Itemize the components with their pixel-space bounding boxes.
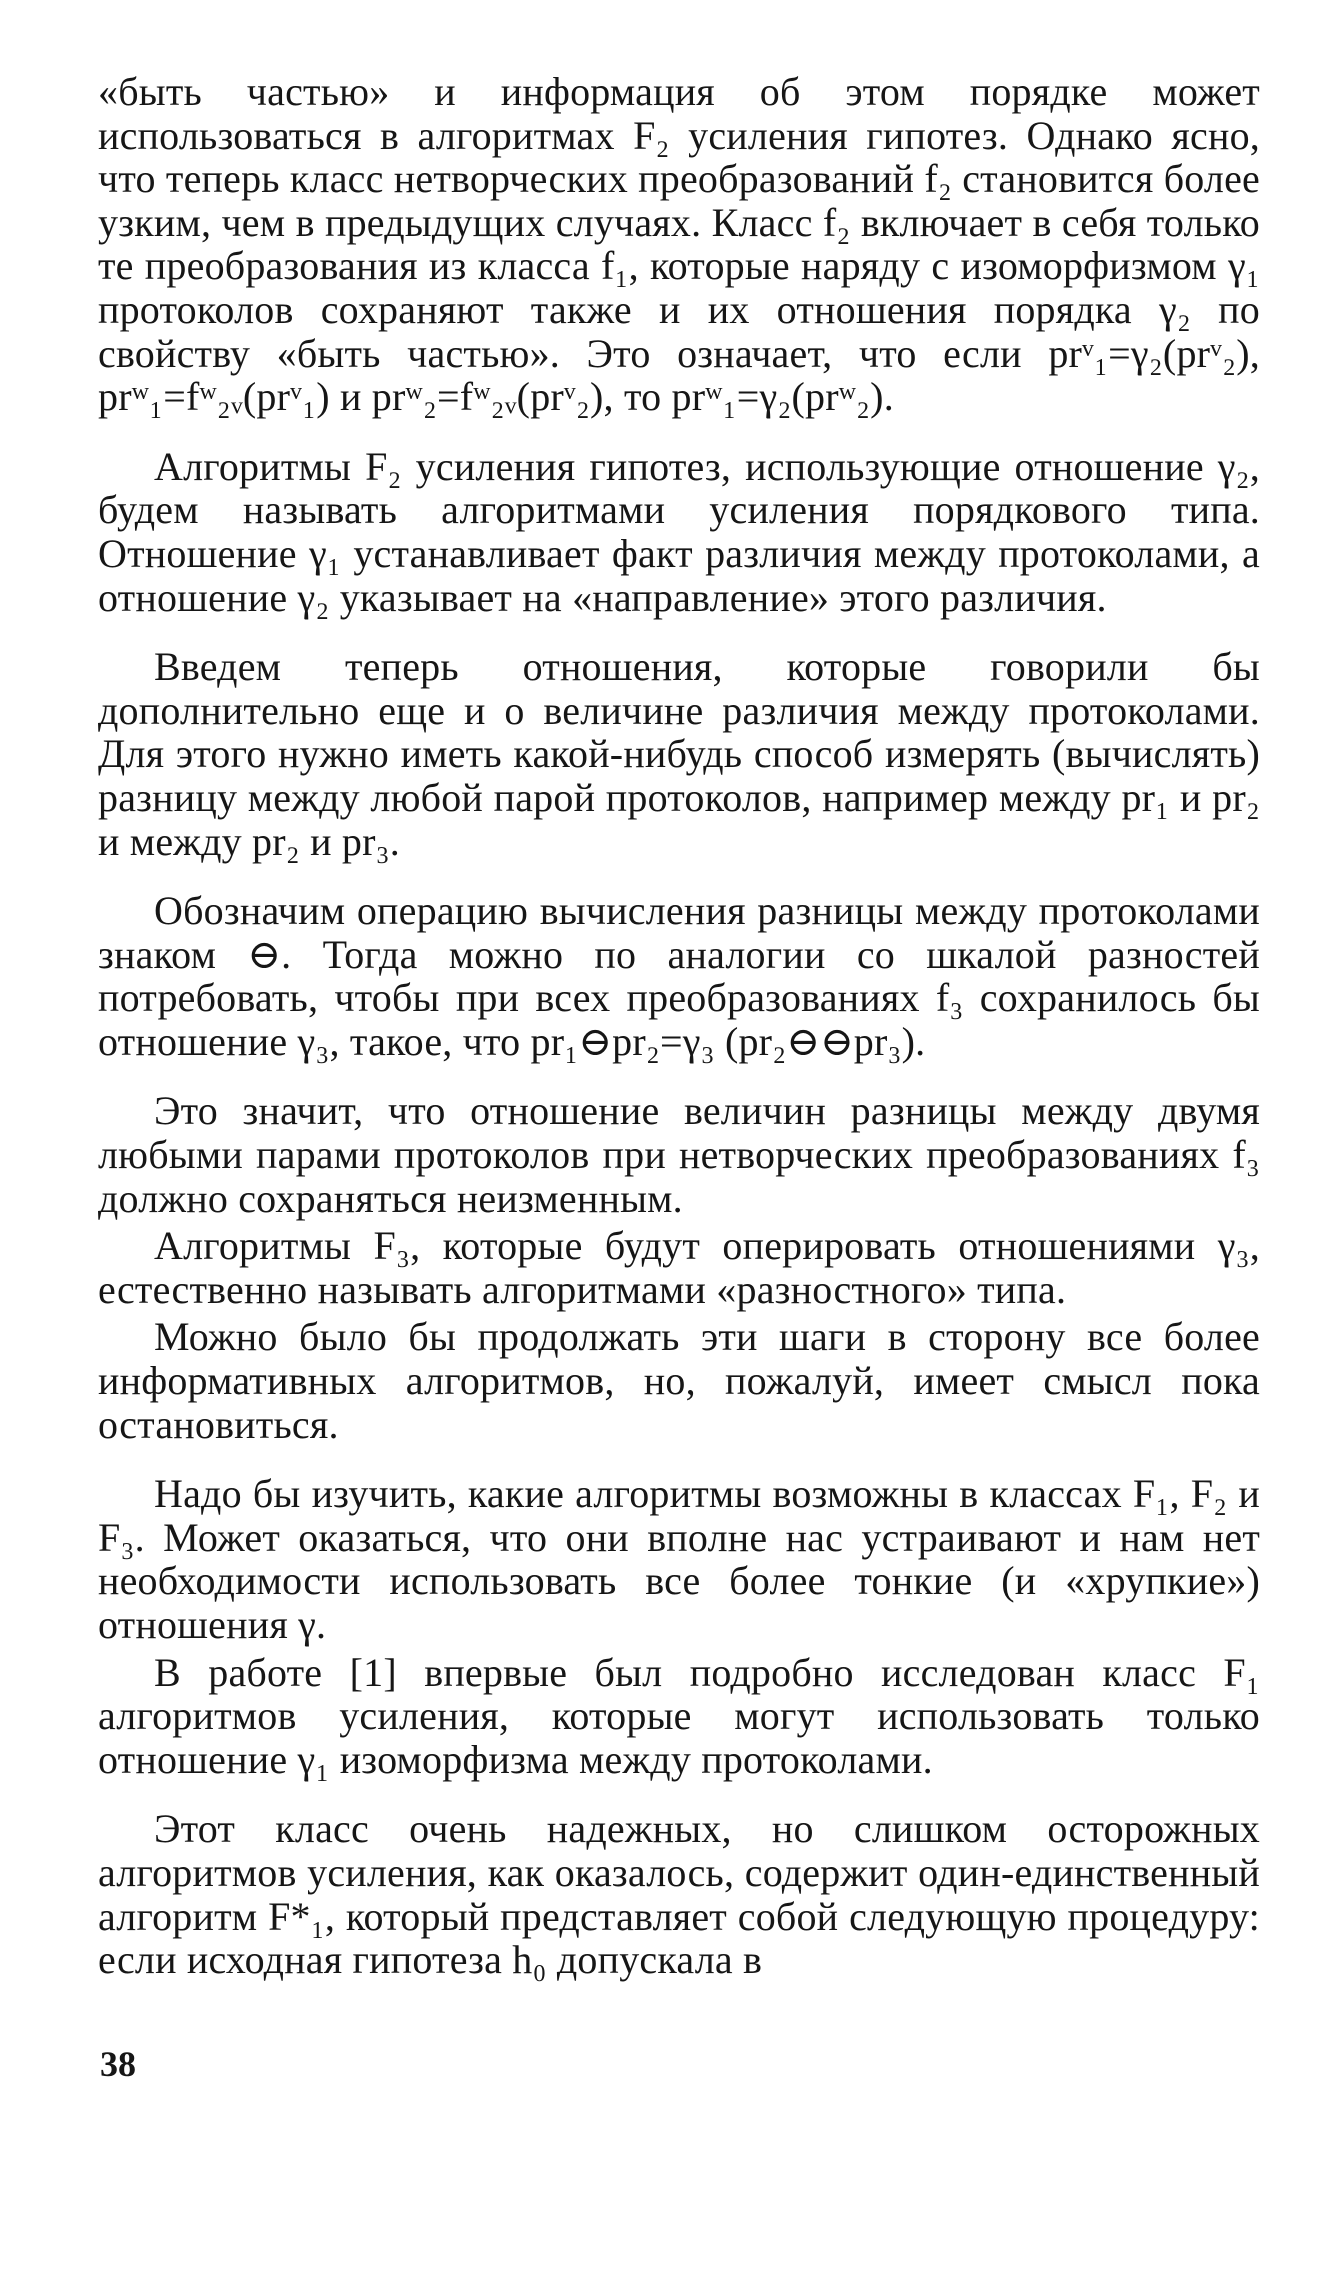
paragraph-3: Введем теперь отношения, которые говорили бы дополнительно еще и о величине различия между протоколами. Для этого нужно иметь какой-нибудь способ измерять (вычислять) разницу между любой парой протоколов, например между pr₁ и pr₂ и между pr₂ и pr₃. xyxy=(98,644,1260,864)
paragraph-4: Обозначим операцию вычисления разницы между протоколами знаком ⊖. Тогда можно по аналогии со шкалой разностей потребовать, чтобы при всех преобразованиях f₃ сохранилось бы отношение γ₃, такое, что pr₁⊖pr₂=γ₃ (pr₂⊖⊖pr₃). xyxy=(98,888,1260,1064)
paragraph-5: Это значит, что отношение величин разницы между двумя любыми парами протоколов при нетворческих преобразованиях f₃ должно сохраняться неизменным. xyxy=(98,1088,1260,1221)
page-text xyxy=(98,70,1260,1982)
paragraph-7: Можно было бы продолжать эти шаги в сторону все более информативных алгоритмов, но, пожалуй, имеет смысл пока остановиться. xyxy=(98,1314,1260,1447)
page-number: 38 xyxy=(100,2044,136,2084)
paragraph-2: Алгоритмы F₂ усиления гипотез, использующие отношение γ₂, будем называть алгоритмами усиления порядкового типа. Отношение γ₁ устанавливает факт различия между протоколами, а отношение γ₂ указывает на «направление» этого различия. xyxy=(98,443,1260,620)
paragraph-10: Этот класс очень надежных, но слишком осторожных алгоритмов усиления, как оказалось, содержит один-единственный алгоритм F*₁, который представляет собой следующую процедуру: если исходная гипотеза h₀ допускала в xyxy=(98,1806,1260,1983)
paragraph-6: Алгоритмы F₃, которые будут оперировать отношениями γ₃, естественно называть алгоритмами «разностного» типа. xyxy=(98,1223,1260,1312)
paragraph-1: «быть частью» и информация об этом порядке может использоваться в алгоритмах F₂ усиления гипотез. Однако ясно, что теперь класс нетворческих преобразований f₂ становится более узким, чем в предыдущих случаях. Класс f₂ включает в себя только те преобразования из класса f₁, которые наряду с изоморфизмом γ₁ протоколов сохраняют также и их отношения порядка γ₂ по свойству «быть частью». Это означает, что если prᵛ₁=γ₂(prᵛ₂), prʷ₁=fʷ₂ᵥ(prᵛ₁) и prʷ₂=fʷ₂ᵥ(prᵛ₂), то prʷ₁=γ₂(prʷ₂). xyxy=(98,69,1260,420)
paragraph-8: Надо бы изучить, какие алгоритмы возможны в классах F₁, F₂ и F₃. Может оказаться, что они вполне нас устраивают и нам нет необходимости использовать все более тонкие (и «хрупкие») отношения γ. xyxy=(98,1471,1260,1647)
paragraph-9: В работе [1] впервые был подробно исследован класс F₁ алгоритмов усиления, которые могут использовать только отношение γ₁ изоморфизма между протоколами. xyxy=(98,1649,1260,1782)
